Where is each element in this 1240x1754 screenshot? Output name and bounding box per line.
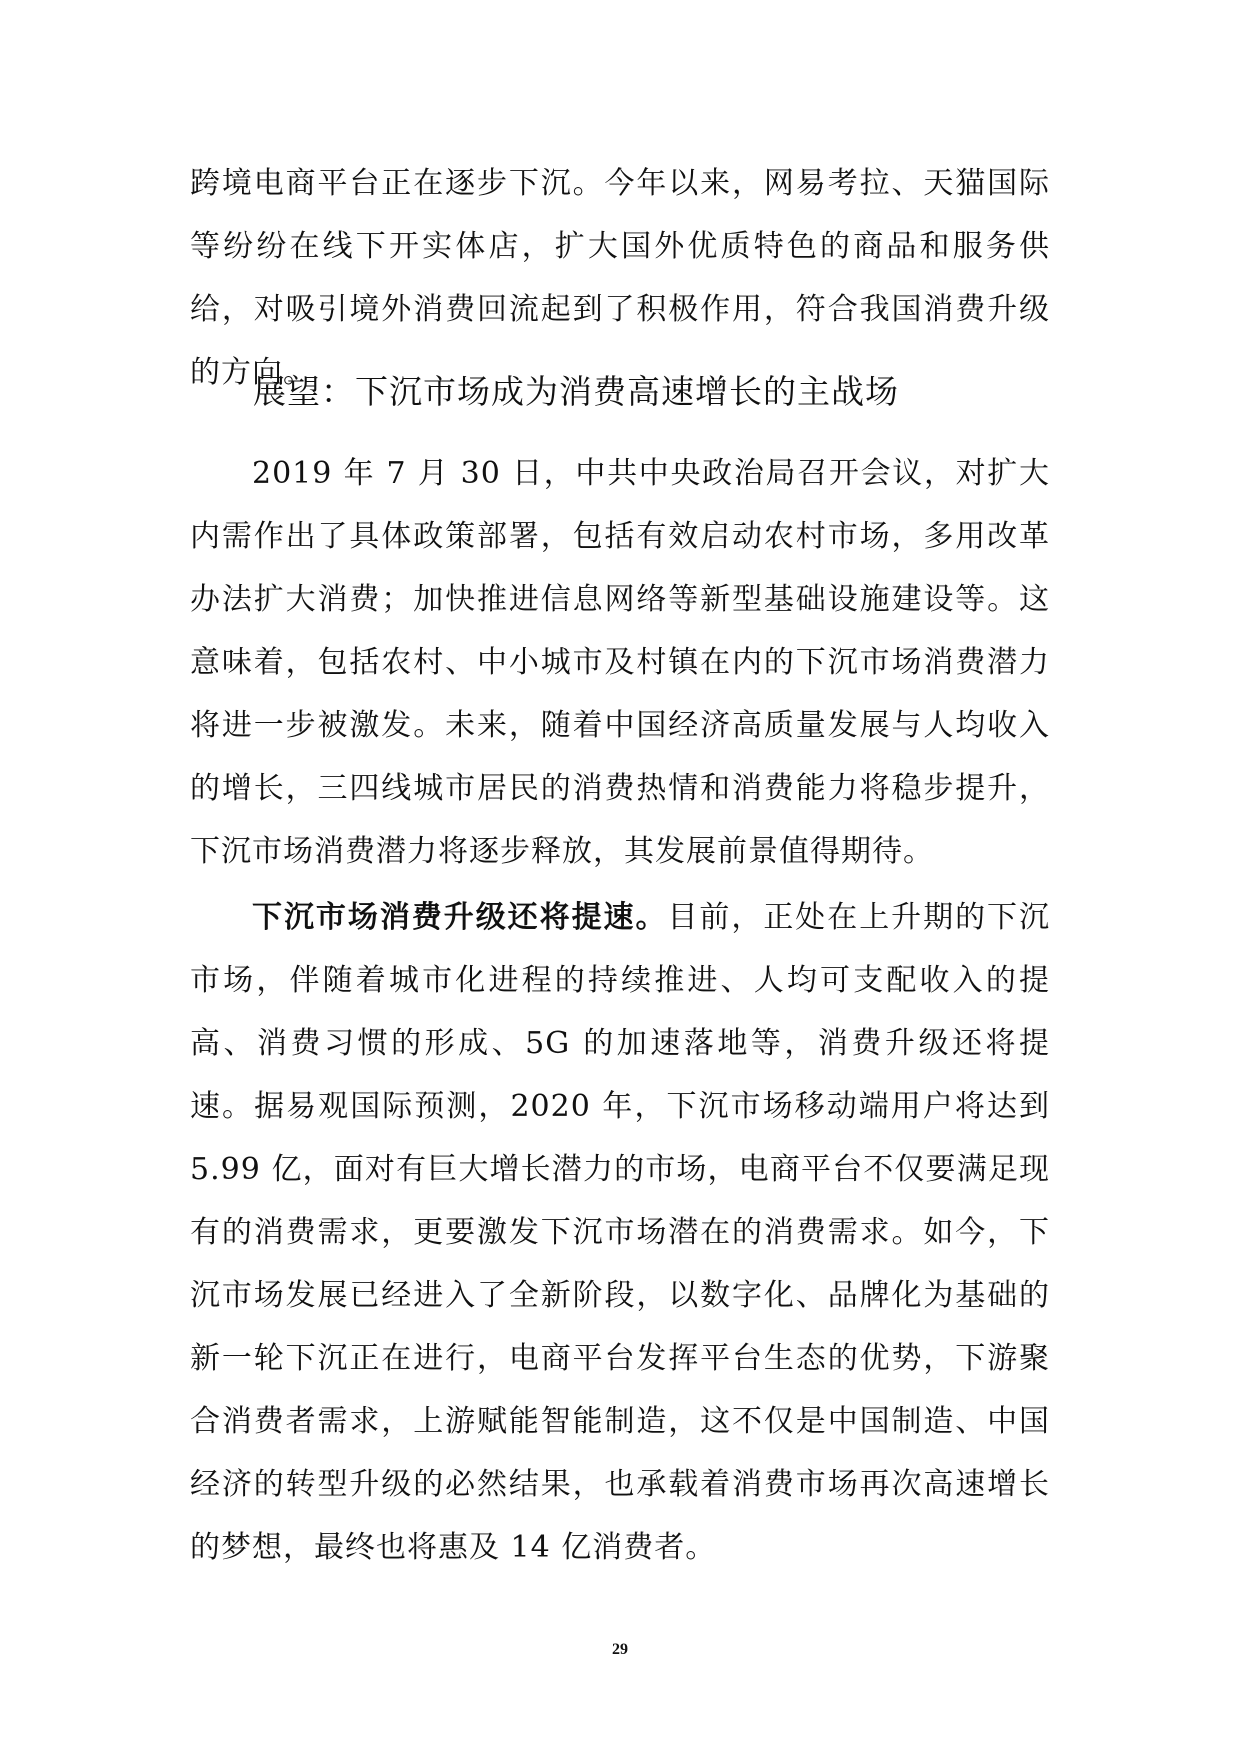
paragraph-body: 目前，正处在上升期的下沉市场，伴随着城市化进程的持续推进、人均可支配收入的提高、消费习惯的形成、5G 的加速落地等，消费升级还将提速。据易观国际预测，2020 年，下沉市场移动端用户将达到 5.99 亿，面对有巨大增长潜力的市场，电商平台不仅要满足现有的消费需求，更要激发下沉市场潜在的消费需求。如今，下沉市场发展已经进入了全新阶段，以数字化、品牌化为基础的新一轮下沉正在进行，电商平台发挥平台生态的优势，下游聚合消费者需求，上游赋能智能制造，这不仅是中国制造、中国经济的转型升级的必然结果，也承载着消费市场再次高速增长的梦想，最终也将惠及 14 亿消费者。 [190, 900, 1051, 1565]
paragraph-policy: 2019 年 7 月 30 日，中共中央政治局召开会议，对扩大内需作出了具体政策部署，包括有效启动农村市场，多用改革办法扩大消费；加快推进信息网络等新型基础设施建设等。这意味着，包括农村、中小城市及村镇在内的下沉市场消费潜力将进一步被激发。未来，随着中国经济高质量发展与人均收入的增长，三四线城市居民的消费热情和消费能力将稳步提升，下沉市场消费潜力将逐步释放，其发展前景值得期待。 [190, 456, 1050, 869]
paragraph-cross-border: 跨境电商平台正在逐步下沉。今年以来，网易考拉、天猫国际等纷纷在线下开实体店，扩大国外优质特色的商品和服务供给，对吸引境外消费回流起到了积极作用，符合我国消费升级的方向。 [190, 166, 1050, 390]
page-number: 29 [612, 1641, 628, 1658]
paragraph-lead-bold: 下沉市场消费升级还将提速。 [252, 900, 668, 935]
section-heading: 展望：下沉市场成为消费高速增长的主战场 [253, 372, 899, 411]
paragraph-upgrade [190, 886, 1050, 1579]
